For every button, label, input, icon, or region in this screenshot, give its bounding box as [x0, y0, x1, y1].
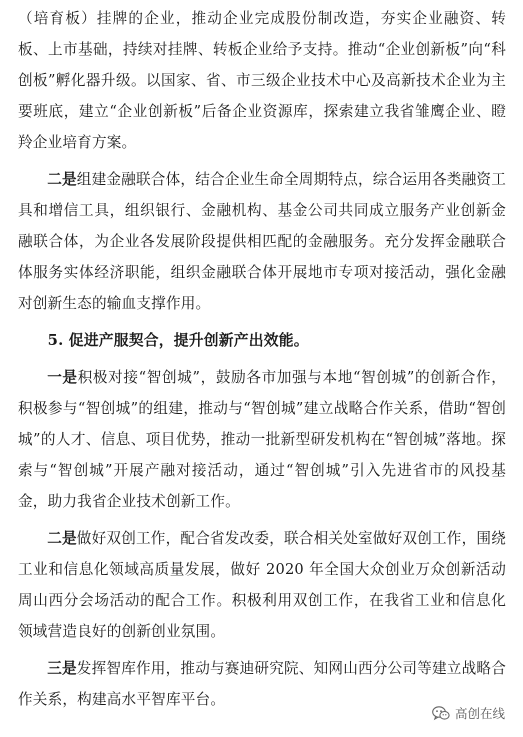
- paragraph-text: 做好双创工作，配合省发改委，联合相关处室做好双创工作，围绕工业和信息化领域高质量发展，做好 2020 年全国大众创业万众创新活动周山西分会场活动的配合工作。积极利用双创工作，在我省工业和信息化领域营造良好的创新创业氛围。: [18, 530, 506, 640]
- paragraph-text: 积极对接“智创城”，鼓励各市加强与本地“智创城”的创新合作，积极参与“智创城”的组建，推动与“智创城”建立战略合作关系，借助“智创城”的人才、信息、项目优势，推动一批新型研发机构在“智创城”落地。探索与“智创城”开展产融对接活动，通过“智创城”引入先进省市的风投基金，助力我省企业技术创新工作。: [18, 369, 506, 510]
- paragraph-innovation-work: [18, 523, 506, 647]
- wechat-watermark: [430, 703, 507, 723]
- paragraph-text: 组建金融联合体，结合企业生命全周期特点，综合运用各类融资工具和增信工具，组织银行、金融机构、基金公司共同成立服务产业创新金融联合体，为企业各发展阶段提供相匹配的金融服务。充分发挥金融联合体服务实体经济职能，组织金融联合体开展地市专项对接活动，强化金融对创新生态的输血支撑作用。: [18, 171, 506, 312]
- paragraph-text: （培育板）挂牌的企业，推动企业完成股份制改造，夯实企业融资、转板、上市基础，持续对挂牌、转板企业给予支持。推动“企业创新板”向“科创板”孵化器升级。以国家、省、市三级企业技术中心及高新技术企业为主要班底，建立“企业创新板”后备企业资源库，探索建立我省雏鹰企业、瞪羚企业培育方案。: [18, 10, 506, 151]
- watermark-label: 高创在线: [454, 706, 505, 721]
- paragraph-financial-alliance: [18, 164, 506, 319]
- paragraph-lead: 二是: [47, 171, 77, 188]
- paragraph-lead: 一是: [47, 369, 78, 386]
- paragraph-enterprise-board: [18, 3, 506, 158]
- paragraph-text: 发挥智库作用，推动与赛迪研究院、知网山西分公司等建立战略合作关系，构建高水平智库平台。: [18, 660, 506, 708]
- paragraph-lead: 二是: [47, 530, 77, 547]
- section-heading: 5. 促进产服契合，提升创新产出效能。: [47, 332, 309, 349]
- paragraph-lead: 三是: [47, 660, 77, 677]
- wechat-icon: [432, 706, 450, 721]
- paragraph-smart-city: [18, 362, 506, 517]
